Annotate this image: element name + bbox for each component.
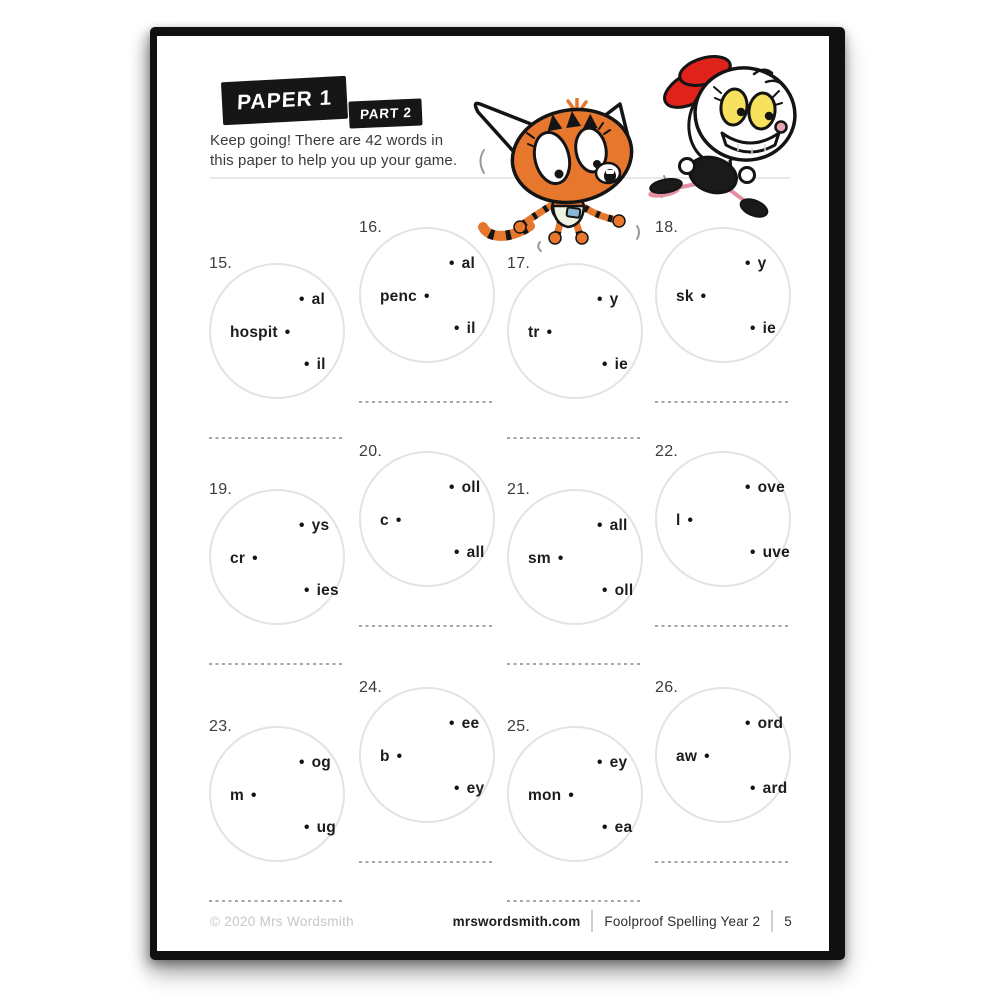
option-top-text: ey — [609, 754, 628, 771]
option-bullet-dot[interactable]: • — [750, 780, 756, 797]
option-bullet-dot[interactable]: • — [597, 517, 603, 534]
option-bullet-dot[interactable]: • — [454, 544, 460, 561]
option-bottom-text: all — [466, 544, 485, 561]
option-top-text: ee — [461, 715, 480, 732]
question-dashed-divider — [507, 663, 643, 665]
option-bottom-text: ies — [316, 582, 339, 599]
question-number: 25. — [507, 718, 531, 735]
option-bottom-text: ard — [762, 780, 788, 797]
intro-line-1: Keep going! There are 42 words in — [210, 132, 444, 149]
option-top-text: y — [609, 291, 619, 308]
question-option-bottom[interactable] — [750, 780, 787, 798]
question-number: 15. — [209, 255, 233, 272]
question-stem[interactable] — [676, 748, 710, 766]
question-option-top[interactable] — [449, 255, 475, 273]
question-dashed-divider — [655, 861, 791, 863]
question-option-top[interactable] — [299, 291, 325, 309]
question-dashed-divider — [359, 861, 495, 863]
question-item — [655, 679, 791, 823]
option-top-text: all — [609, 517, 628, 534]
question-dashed-divider — [655, 401, 791, 403]
option-top-text: al — [461, 255, 475, 272]
question-item — [507, 255, 643, 399]
option-bottom-text: ey — [466, 780, 485, 797]
option-bullet-dot[interactable]: • — [454, 780, 460, 797]
question-item — [507, 481, 643, 625]
question-stem[interactable] — [230, 324, 290, 342]
stem-text: hospit — [230, 324, 278, 341]
question-number: 22. — [655, 443, 679, 460]
option-bottom-text: uve — [762, 544, 790, 561]
book-title: Foolproof Spelling Year 2 — [604, 913, 761, 929]
question-stem[interactable] — [528, 787, 574, 805]
option-bottom-text: il — [316, 356, 326, 373]
intro-line-2: this paper to help you up your game. — [210, 152, 458, 169]
chicken-character-icon — [642, 52, 817, 222]
footer-info — [453, 910, 792, 932]
page-number: 5 — [784, 913, 792, 929]
question-number: 17. — [507, 255, 531, 272]
paper-badge — [221, 76, 348, 125]
question-option-bottom[interactable] — [454, 544, 484, 562]
stem-bullet-dot[interactable]: • — [687, 512, 694, 529]
question-stem[interactable] — [230, 787, 257, 805]
stem-text: m — [230, 787, 244, 804]
part-badge-label: PART 2 — [359, 104, 412, 123]
question-option-bottom[interactable] — [602, 819, 632, 837]
option-bottom-text: ea — [614, 819, 633, 836]
question-stem[interactable] — [380, 748, 402, 766]
stem-text: l — [676, 512, 681, 529]
stem-text: cr — [230, 550, 246, 567]
stem-text: b — [380, 748, 390, 765]
question-stem[interactable] — [528, 550, 563, 568]
stem-bullet-dot[interactable]: • — [423, 288, 430, 305]
question-option-top[interactable] — [597, 517, 627, 535]
question-item — [209, 255, 345, 399]
option-bottom-text: ie — [614, 356, 628, 373]
question-number: 19. — [209, 481, 233, 498]
question-number: 16. — [359, 219, 383, 236]
question-stem[interactable] — [528, 324, 552, 342]
stem-text: tr — [528, 324, 540, 341]
question-item — [655, 219, 791, 363]
question-option-bottom[interactable] — [602, 582, 633, 600]
question-stem[interactable] — [380, 512, 401, 530]
question-stem[interactable] — [380, 288, 430, 306]
question-option-top[interactable] — [745, 255, 766, 273]
footer-separator — [591, 910, 593, 932]
question-item — [655, 443, 791, 587]
option-bullet-dot[interactable]: • — [449, 255, 455, 272]
option-bullet-dot[interactable]: • — [454, 320, 460, 337]
option-bullet-dot[interactable]: • — [449, 715, 455, 732]
question-option-top[interactable] — [299, 517, 329, 535]
option-bullet-dot[interactable]: • — [745, 255, 751, 272]
footer-separator — [771, 910, 773, 932]
question-number: 23. — [209, 718, 233, 735]
question-option-top[interactable] — [745, 479, 785, 497]
option-bottom-text: ie — [762, 320, 776, 337]
question-dashed-divider — [359, 625, 495, 627]
option-bullet-dot[interactable]: • — [750, 320, 756, 337]
question-stem[interactable] — [230, 550, 258, 568]
stem-bullet-dot[interactable]: • — [395, 512, 402, 529]
question-stem[interactable] — [676, 512, 693, 530]
question-option-top[interactable] — [745, 715, 783, 733]
option-bullet-dot[interactable]: • — [299, 517, 305, 534]
stem-bullet-dot[interactable]: • — [252, 550, 258, 567]
question-option-bottom[interactable] — [304, 582, 339, 600]
stem-text: penc — [380, 288, 417, 305]
question-option-bottom[interactable] — [750, 544, 790, 562]
question-number: 21. — [507, 481, 531, 498]
option-bullet-dot[interactable]: • — [597, 291, 603, 308]
question-option-bottom[interactable] — [454, 780, 484, 798]
option-bullet-dot[interactable]: • — [602, 819, 608, 836]
option-top-text: ord — [757, 715, 784, 732]
question-option-top[interactable] — [597, 754, 627, 772]
question-item — [209, 718, 345, 862]
intro-text — [210, 131, 457, 171]
paper-badge-label: PAPER 1 — [236, 85, 333, 115]
question-dashed-divider — [655, 625, 791, 627]
question-option-top[interactable] — [449, 479, 480, 497]
stem-bullet-dot[interactable]: • — [250, 787, 257, 804]
option-top-text: og — [311, 754, 331, 771]
stem-bullet-dot[interactable]: • — [546, 324, 553, 341]
option-top-text: y — [757, 255, 767, 272]
question-stem[interactable] — [676, 288, 706, 306]
question-option-bottom[interactable] — [454, 320, 476, 338]
question-option-top[interactable] — [597, 291, 618, 309]
option-bullet-dot[interactable]: • — [304, 582, 310, 599]
stem-bullet-dot[interactable]: • — [704, 748, 710, 765]
stem-text: mon — [528, 787, 562, 804]
tiger-kitten-character-icon — [470, 98, 670, 253]
stem-bullet-dot[interactable]: • — [700, 288, 707, 305]
option-top-text: oll — [461, 479, 481, 496]
option-bullet-dot[interactable]: • — [745, 479, 751, 496]
question-number: 24. — [359, 679, 383, 696]
question-item — [209, 481, 345, 625]
question-option-top[interactable] — [449, 715, 479, 733]
option-bullet-dot[interactable]: • — [602, 582, 608, 599]
option-top-text: ys — [311, 517, 330, 534]
question-dashed-divider — [359, 401, 495, 403]
option-bullet-dot[interactable]: • — [602, 356, 608, 373]
question-number: 26. — [655, 679, 679, 696]
stem-bullet-dot[interactable]: • — [284, 324, 291, 341]
part-badge — [348, 98, 422, 128]
question-item — [359, 443, 495, 587]
option-bottom-text: oll — [614, 582, 634, 599]
question-option-bottom[interactable] — [750, 320, 776, 338]
stem-bullet-dot[interactable]: • — [568, 787, 574, 804]
website-link[interactable]: mrswordsmith.com — [452, 913, 581, 929]
question-item — [507, 718, 643, 862]
stem-bullet-dot[interactable]: • — [396, 748, 403, 765]
option-bullet-dot[interactable]: • — [597, 754, 603, 771]
stem-text: sm — [528, 550, 551, 567]
copyright-text: © 2020 Mrs Wordsmith — [210, 914, 354, 929]
option-bullet-dot[interactable]: • — [750, 544, 756, 561]
question-item — [359, 219, 495, 363]
option-top-text: ove — [757, 479, 785, 496]
question-item — [359, 679, 495, 823]
option-bottom-text: ug — [316, 819, 336, 836]
option-bottom-text: il — [466, 320, 476, 337]
question-dashed-divider — [209, 900, 345, 902]
option-top-text: al — [311, 291, 325, 308]
option-bullet-dot[interactable]: • — [449, 479, 455, 496]
question-option-bottom[interactable] — [304, 819, 336, 837]
option-bullet-dot[interactable]: • — [304, 819, 310, 836]
option-bullet-dot[interactable]: • — [304, 356, 310, 373]
question-dashed-divider — [507, 437, 643, 439]
stem-text: c — [380, 512, 389, 529]
option-bullet-dot[interactable]: • — [299, 754, 305, 771]
stem-text: aw — [676, 748, 698, 765]
question-option-bottom[interactable] — [602, 356, 628, 374]
stem-bullet-dot[interactable]: • — [557, 550, 564, 567]
question-dashed-divider — [209, 437, 345, 439]
question-option-bottom[interactable] — [304, 356, 326, 374]
option-bullet-dot[interactable]: • — [745, 715, 751, 732]
option-bullet-dot[interactable]: • — [299, 291, 305, 308]
stem-text: sk — [676, 288, 694, 305]
question-dashed-divider — [209, 663, 345, 665]
question-dashed-divider — [507, 900, 643, 902]
question-number: 20. — [359, 443, 383, 460]
question-number: 18. — [655, 219, 679, 236]
question-option-top[interactable] — [299, 754, 331, 772]
